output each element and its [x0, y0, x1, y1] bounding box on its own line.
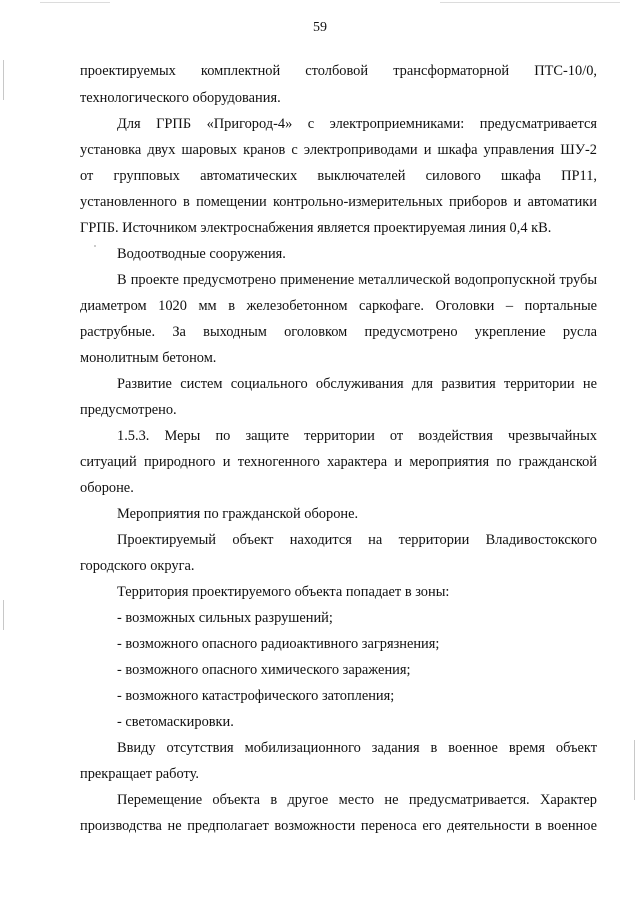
right-scan-edge [634, 740, 635, 800]
list-item: - возможного катастрофического затопления; [117, 688, 395, 704]
paragraph-line: установка двух шаровых кранов с электроприводами и шкафа управления ШУ-2 [80, 142, 597, 158]
paragraph-line: ситуаций природного и техногенного характера и мероприятия по гражданской [80, 454, 597, 470]
section-heading: 1.5.3. Меры по защите территории от воздействия чрезвычайных [117, 428, 597, 444]
paragraph-line: диаметром 1020 мм в железобетонном саркофаге. Оголовки – портальные [80, 298, 597, 314]
top-scan-edge [40, 2, 110, 3]
section-heading: Мероприятия по гражданской обороне. [117, 506, 359, 522]
paragraph-line: городского округа. [80, 558, 195, 574]
paragraph-line: Территория проектируемого объекта попадает в зоны: [117, 584, 450, 600]
paragraph-line: Перемещение объекта в другое место не предусматривается. Характер [117, 792, 597, 808]
top-scan-edge [440, 2, 620, 3]
paragraph-line: Развитие систем социального обслуживания для развития территории не [117, 376, 597, 392]
paragraph-line: ГРПБ. Источником электроснабжения является проектируемая линия 0,4 кВ. [80, 220, 552, 236]
paragraph-line: Проектируемый объект находится на территории Владивостокского [117, 532, 597, 548]
page-number: 59 [313, 20, 327, 35]
paragraph-line: В проекте предусмотрено применение металлической водопропускной трубы [117, 272, 597, 288]
paragraph-line: производства не предполагает возможности переноса его деятельности в военное [80, 818, 597, 834]
paragraph-line: предусмотрено. [80, 402, 177, 418]
list-item: - возможного опасного радиоактивного загрязнения; [117, 636, 440, 652]
section-heading: Водоотводные сооружения. [117, 246, 286, 262]
paragraph-line: технологического оборудования. [80, 90, 281, 106]
list-item: - возможного опасного химического заражения; [117, 662, 411, 678]
paragraph-line: монолитным бетоном. [80, 350, 217, 366]
list-item: - светомаскировки. [117, 714, 234, 730]
left-scan-edge [3, 60, 4, 100]
paragraph-line: прекращает работу. [80, 766, 199, 782]
list-item: - возможных сильных разрушений; [117, 610, 333, 626]
paragraph-line: проектируемых комплектной столбовой трансформаторной ПТС-10/0, [80, 63, 597, 79]
paragraph-line: от групповых автоматических выключателей силового шкафа ПР11, [80, 168, 597, 184]
paragraph-line: Для ГРПБ «Пригород-4» с электроприемниками: предусматривается [117, 116, 597, 132]
paragraph-line: Ввиду отсутствия мобилизационного задания в военное время объект [117, 740, 597, 756]
scan-speck [94, 245, 96, 247]
paragraph-line: раструбные. За выходным оголовком предусмотрено укрепление русла [80, 324, 597, 340]
paragraph-line: установленного в помещении контрольно-измерительных приборов и автоматики [80, 194, 597, 210]
left-scan-edge [3, 600, 4, 630]
paragraph-line: обороне. [80, 480, 134, 496]
